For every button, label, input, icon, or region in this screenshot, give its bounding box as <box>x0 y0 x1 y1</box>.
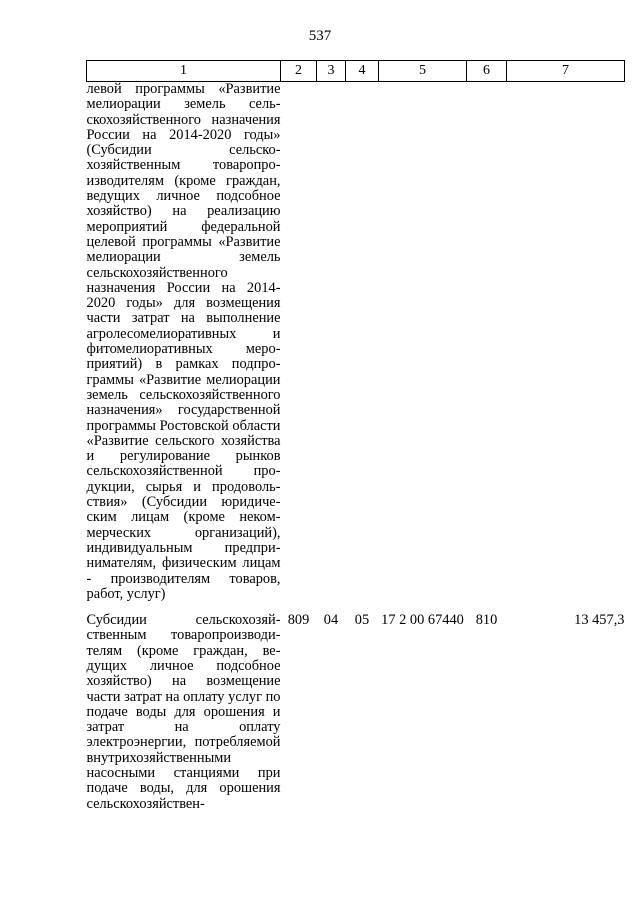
budget-table <box>86 60 625 812</box>
row-ministry-code <box>281 82 317 603</box>
row-expense-type: 810 <box>475 612 498 629</box>
row-section-code: 04 <box>323 612 339 629</box>
column-header-3: 3 <box>317 61 346 82</box>
row-section-code <box>317 82 346 603</box>
row-subsection-code: 05 <box>354 612 370 629</box>
column-header-5: 5 <box>379 61 467 82</box>
row-subsection-code <box>346 82 379 603</box>
row-target-article: 17 2 00 67440 <box>381 612 464 629</box>
column-header-1: 1 <box>87 61 281 82</box>
table-row <box>87 602 625 812</box>
table-row <box>87 82 625 603</box>
column-header-6: 6 <box>467 61 507 82</box>
column-header-7: 7 <box>507 61 625 82</box>
row-amount: 13 457,3 <box>574 612 625 629</box>
row-description: Субсидии сельскохозяйственным товаропроизводителям (кроме граждан, ведущих личное подсобное хозяйство) на возмещение части затрат на оплату услуг по подаче воды для орошения и затрат на оплату электроэнергии, потребляемой внутрихозяйственными насосными станциями при подаче воды, для орошения сельскохозяйствен- <box>86 612 281 812</box>
row-expense-type <box>467 82 507 603</box>
row-target-article <box>379 82 467 603</box>
row-description: левой программы «Развитие мелиорации земель сельскохозяйственного назначения России на 2014-2020 годы» (Субсидии сельскохозяйственным товаропроизводителям (кроме граждан, ведущих личное подсобное хозяйство) на реализацию мероприятий федеральной целевой программы «Развитие мелиорации земель сельскохозяйственного назначения России на 2014-2020 годы» для возмещения части затрат на выполнение агролесомелиоративных и фитомелиоративных мероприятий) в рамках подпрограммы «Развитие мелиорации земель сельскохозяйственного назначения» государственной программы Ростовской области «Развитие сельского хозяйства и регулирование рынков сельскохозяйственной продукции, сырья и продовольствия» (Субсидии юридическим лицам (кроме некоммерческих организаций), индивидуальным предпринимателям, физическим лицам - производителям товаров, работ, услуг) <box>86 81 281 602</box>
page-number: 537 <box>308 28 332 44</box>
row-ministry-code: 809 <box>287 612 310 629</box>
column-header-4: 4 <box>346 61 379 82</box>
table-header-row <box>87 61 625 82</box>
column-header-2: 2 <box>281 61 317 82</box>
row-amount <box>507 82 625 603</box>
